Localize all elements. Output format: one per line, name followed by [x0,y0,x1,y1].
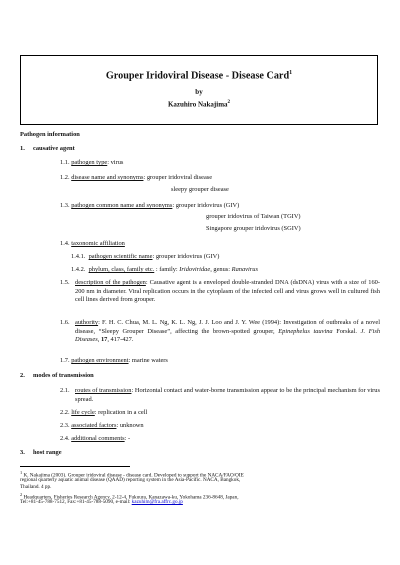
item-1-2: 1.2. disease name and synonyms: grouper iridoviral disease [60,174,213,181]
document-title: Grouper Iridoviral Disease - Disease Card$^1$ [105,70,293,82]
item-1-5-description: description of the pathogen: Causative agent is a enveloped double-stranded DNA (dsDNA) virus with a size of 160-200 nm in diameter. Viral replication occurs in the cytoplasm of the infected cell and virus grows well in cultured fish cell lines derived from grouper. [75,279,380,304]
item-2-1-routes: routes of transmission: Horizontal contact and water-borne transmission appear to be the principal mechanism for virus spread. [75,387,380,403]
footnote-1-line-1: $^1$ K. Nakajima (2003). Grouper iridoviral disease - disease card. Developed to support the NACA/FAO/OIE [20,470,244,479]
byline-by: by [195,88,203,96]
item-1-number: 1. [20,145,25,152]
item-2-4: 2.4. additional comments: - [60,435,131,442]
item-1-2-synonym: sleepy grouper disease [171,186,229,193]
title-footnote-mark: 1 [289,70,293,76]
footnote-2-line-2: Tel:+81-45-788-7512, Fax:+81-45-788-5090, e-mail: kazuhim@fra.affrc.go.jp [20,499,183,505]
item-1-3-synonym-taiwan: grouper iridovirus of Taiwan (TGIV) [206,213,301,220]
section-heading: Pathogen information [20,131,80,138]
author-email-link[interactable]: kazuhim@fra.affrc.go.jp [131,499,183,505]
item-2-number: 2. [20,372,25,379]
item-1-7: 1.7. pathogen environment: marine waters [60,357,168,364]
footnote-2-line-1: $^2$ Headquarters, Fisheries Research Agency, 2-12-4, Fukuura, Kanazawa-ku, Yokohama 236-8648, Japan, [20,492,239,501]
author-footnote-mark: 2 [227,100,231,105]
item-1-1: 1.1. pathogen type: virus [60,159,124,166]
item-1-3: 1.3. pathogen common name and synonyms: grouper iridovirus (GIV) [60,202,240,209]
item-1-3-synonym-singapore: Singapore grouper iridovirus (SGIV) [206,225,301,232]
item-1-5-number: 1.5. [60,279,70,286]
item-3-number: 3. [20,449,25,456]
item-1-heading: causative agent [33,145,75,152]
item-1-4: 1.4. taxonomic affiliation [60,240,125,247]
item-2-3: 2.3. associated factors: unknown [60,422,144,429]
footnote-1-line-3: Thailand. 4 pp. [20,484,52,490]
footnote-1-line-2: regional quarterly aquatic animal disease (QAAD) reporting system in the Asia-Pacific. NACA, Bangkok, [20,477,241,483]
item-3-heading: host range [33,449,62,456]
item-1-6-authority: authority: F. H. C. Chua, M. L. Ng, K. L. Ng, J. J. Loo and J. Y. Wee (1994): Investigation of outbreaks of a novel disease, “Sleepy Grouper Disease”, affecting the brown-spotted grouper, Epinephelus tauvina Forskal. J. Fish Diseases, 17, 417-427. [75,319,381,344]
item-2-1-number: 2.1. [60,387,70,394]
item-2-heading: modes of transmission [33,372,94,379]
footnote-divider [20,466,130,467]
item-2-2: 2.2. life cycle: replication in a cell [60,409,148,416]
title-box [20,55,378,125]
item-1-6-number: 1.6. [60,319,70,326]
author-name: Kazuhiro Nakajima$^2$ [167,100,231,109]
item-1-4-1: 1.4.1. pathogen scientific name: grouper iridovirus (GIV) [71,253,220,260]
item-1-4-2: 1.4.2. phylum, class, family etc. : family: Iridoviridae, genus: Ranavirus [71,266,258,273]
